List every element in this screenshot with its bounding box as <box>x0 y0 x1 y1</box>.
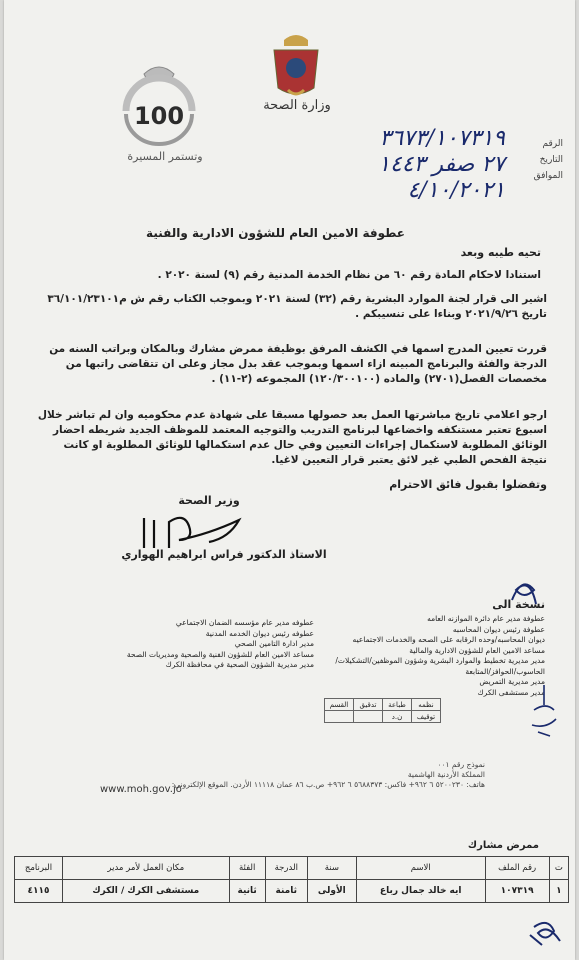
routing-cell: طباعة <box>383 699 412 711</box>
routing-cell <box>354 711 383 723</box>
paragraph-reference: اشير الى قرار لجنة الموارد البشرية رقم (٣٢) لسنة ٢٠٢١ وبموجب الكتاب رقم ش م٣٦/١٠١/٢٣١٠١ تاريخ ٢٠٢١/٩/٢٦ وبناءا على تنسيبكم . <box>47 293 547 320</box>
contact-details: هاتف: ٥٢٠٠٢٣٠ ٦ ٩٦٢+ فاكس: ٥٦٨٨٣٧٣ ٦ ٩٦٢+ ص.ب ٨٦ عمان ١١١١٨ الأردن. الموقع الإلكتروني: <box>171 780 485 789</box>
routing-table <box>324 698 441 723</box>
paragraph-instructions: ارجو اعلامي تاريخ مباشرتها العمل بعد حصولها مسبقا على شهادة عدم محكوميه وان لم تباشر خلال اسبوع تعتبر مستنكفه واخضاعها لبرنامج التدريب والتوجيه المعتمد للموظف الجديد شريطه احضار الوثائق المطلوبة لاستكمال إجراءات التعيين وفي حال عدم استكمالها للوثائق المطلوبة او كانت نتيجة الفحص الطبي غير لائق يعتبر قرار التعيين لاغيا. <box>37 409 547 466</box>
copy-item: مدير مديرية الشؤون الصحية في محافظة الكرك <box>165 660 314 669</box>
handwritten-mark-icon <box>524 680 564 740</box>
copy-item: مدير ادارة التامين الصحي <box>234 639 314 648</box>
routing-cell: القسم <box>325 699 354 711</box>
ref-number-handwritten: ٣٦٧٣/١٠٧٣١٩ <box>379 126 505 151</box>
signatory-title: وزير الصحة <box>178 494 240 507</box>
routing-cell: تدقيق <box>354 699 383 711</box>
copies-list-left <box>94 618 314 671</box>
annex-col-index: ت <box>549 857 568 880</box>
copies-list-right <box>315 614 545 698</box>
document-page <box>4 0 575 960</box>
greeting: تحيه طيبه وبعد <box>460 246 541 259</box>
copies-title: نسخة الى <box>492 598 545 611</box>
signatory-name: الاستاذ الدكتور فراس ابراهيم الهواري <box>121 548 327 561</box>
annex-col-name: الاسم <box>356 857 485 880</box>
annex-col-grade: الدرجة <box>265 857 307 880</box>
annex-col-file: رقم الملف <box>485 857 549 880</box>
handwritten-mark-icon <box>504 570 544 610</box>
annex-col-category: الفئة <box>229 857 265 880</box>
copy-item: عطوفة مدير عام دائرة الموازنه العامه <box>427 614 545 623</box>
annex-cell: ١ <box>549 880 568 903</box>
ref-date-handwritten: ٢٧ صفر ١٤٤٣ <box>378 152 505 177</box>
kingdom-name: المملكة الأردنية الهاشمية <box>407 770 485 779</box>
table-row <box>15 880 569 903</box>
centennial-tagline: وتستمر المسيرة <box>127 150 203 163</box>
addressee: عطوفة الامين العام للشؤون الادارية والفنية <box>146 226 405 240</box>
annex-col-program: البرنامج <box>15 857 63 880</box>
handwritten-mark-icon <box>524 905 568 949</box>
copy-item: مدير مديرية التمريض <box>479 677 545 686</box>
annex-col-workplace: مكان العمل لأمر مدير <box>62 857 229 880</box>
annex-title: ممرض مشارك <box>467 840 539 851</box>
annex-cell: مستشفى الكرك / الكرك <box>62 880 229 903</box>
routing-cell: ن.د <box>383 711 412 723</box>
annex-cell: الأولى <box>307 880 356 903</box>
centennial-number: 100 <box>133 102 185 130</box>
annex-header-row <box>15 857 569 880</box>
paragraph-legal-basis: استنادا لاحكام المادة رقم ٦٠ من نظام الخدمة المدنية رقم (٩) لسنة ٢٠٢٠ . <box>157 269 541 281</box>
annex-cell: ١٠٧٣١٩ <box>485 880 549 903</box>
reference-handwriting <box>245 126 505 204</box>
copy-item: مدير مستشفى الكرك <box>477 687 545 697</box>
routing-cell <box>325 711 354 723</box>
copy-item: ديوان المحاسبه/وحده الرقابه على الصحه والخدمات الاجتماعيه <box>352 635 545 644</box>
copy-item: مساعد الامين العام للشؤون الفنية والصحية ومديريات الصحة <box>126 649 314 659</box>
copy-item: عطوفه رئيس ديوان الخدمه المدنية <box>205 628 314 638</box>
copy-item: عطوفه مدير عام مؤسسه الضمان الاجتماعي <box>175 618 314 627</box>
ministry-name: وزارة الصحة <box>263 98 331 113</box>
website-link[interactable]: www.moh.gov.jo <box>100 784 182 795</box>
form-number: نموذج رقم ٠٠١ <box>437 760 485 769</box>
routing-cell: توقيف <box>412 711 441 723</box>
copy-item: مدير مديرية تخطيط والموارد البشرية وشؤون الموظفين/التشكيلات/الحاسوب/الحوافز/المتابعة <box>335 656 545 676</box>
ref-label-date: التاريخ <box>539 155 563 165</box>
annex-cell: ثانية <box>229 880 265 903</box>
annex-cell: ايه خالد جمال رباع <box>356 880 485 903</box>
closing: وتفضلوا بقبول فائق الاحترام <box>389 478 547 491</box>
ref-label-number: الرقم <box>542 139 563 149</box>
ref-label-corresponding: الموافق <box>533 171 563 181</box>
routing-cell: نظمه <box>412 699 441 711</box>
ref-corresponding-handwritten: ٤/١٠/٢٠٢١ <box>407 178 505 203</box>
copy-item: مساعد الامين العام للشؤون الادارية والمالية <box>409 645 545 655</box>
annex-table <box>14 856 569 903</box>
paragraph-decision: قررت تعيين المدرج اسمها في الكشف المرفق بوظيفة ممرض مشارك وبالمكان وبراتب السنه من الدرجة والفئة والبرنامج المبينه ازاء اسمها وبموجب عقد بدل مجاز وعلى ان تتقاضى راتبها من مخصصات الفصل(٢٧٠١) والماده (١٢٠/٣٠٠١٠٠) المجموعه (٢-١١) . <box>49 343 547 385</box>
copy-item: عطوفة رئيس ديوان المحاسبه <box>452 624 545 634</box>
reference-labels <box>503 136 563 184</box>
annex-cell: ٤١١٥ <box>15 880 63 903</box>
annex-col-year: سنة <box>307 857 356 880</box>
annex-cell: ثامنة <box>265 880 307 903</box>
